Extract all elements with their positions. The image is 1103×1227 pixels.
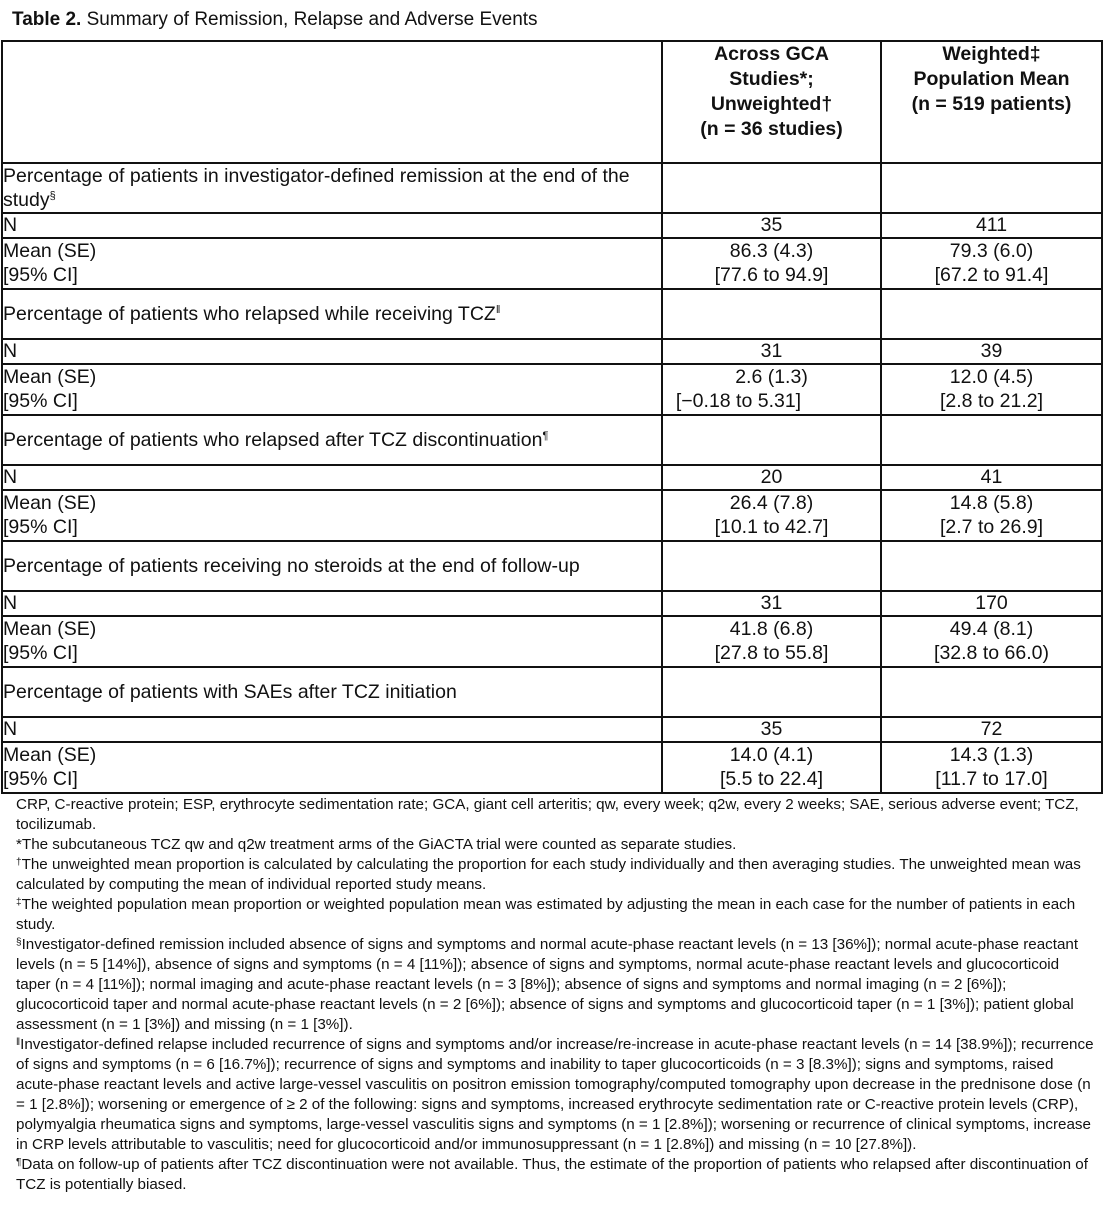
table-row [2,490,1102,541]
row-label-n: N [2,213,662,238]
section-row-relapse-on-tcz [2,289,1102,339]
row-label-mean-ci: Mean (SE) [95% CI] [2,238,662,289]
row-label-mean-ci: Mean (SE) [95% CI] [2,616,662,667]
unweighted-n: 35 [662,717,881,742]
footnote-mark: ¶ [542,430,549,442]
footnote-pilcrow: ¶Data on follow-up of patients after TCZ discontinuation were not available. Thus, the estimate of the proportion of patients who relapsed after discontinuation of TCZ is potentially biased. [16,1156,1088,1193]
row-label-mean-ci: Mean (SE) [95% CI] [2,490,662,541]
section-title: Percentage of patients who relapsed after TCZ discontinuation¶ [2,415,662,465]
footnote-parallel: ‖Investigator-defined relapse included recurrence of signs and symptoms and/or increase/re-increase in acute-phase reactant levels (n = 14 [38.9%]); recurrence of signs and symptoms (n = 6 [16.7%]); recurrence of signs and symptoms and inability to taper glucocorticoids (n = 3 [8.3%]); signs and symptoms, raised acute-phase reactant levels and active large-vessel vasculitis on positron emission tomography/computed tomography upon decrease in the prednisone dose (n = 1 [2.8%]); worsening or emergence of ≥ 2 of the following: signs and symptoms, increased erythrocyte sedimentation rate or C-reactive protein levels (CRP), polymyalgia rheumatica signs and symptoms, large-vessel vasculitis signs and symptoms (n = 1 [2.8%]); worsening or recurrence of clinical symptoms, increase in CRP levels attributable to vasculitis; need for glucocorticoid and/or immunosuppressant (n = 1 [2.8%]) and missing (n = 10 [27.8%]). [16,1036,1094,1153]
empty-cell [881,415,1102,465]
header-line: Population Mean [913,68,1070,90]
unweighted-n: 31 [662,339,881,364]
empty-cell [881,289,1102,339]
weighted-n: 39 [881,339,1102,364]
table-row [2,465,1102,490]
unweighted-mean-ci: 86.3 (4.3) [77.6 to 94.9] [662,238,881,289]
unweighted-mean-ci: 41.8 (6.8) [27.8 to 55.8] [662,616,881,667]
table-label: Table 2. [12,9,82,30]
empty-cell [881,163,1102,213]
unweighted-n: 35 [662,213,881,238]
footnote-abbreviations: CRP, C-reactive protein; ESP, erythrocyte sedimentation rate; GCA, giant cell arteritis; qw, every week; q2w, every 2 weeks; SAE, serious adverse event; TCZ, tocilizumab. [16,796,1079,833]
footnote-section: §Investigator-defined remission included absence of signs and symptoms and normal acute-phase reactant levels (n = 13 [36%]); normal acute-phase reactant levels (n = 5 [14%]), absence of signs and symptoms (n = 4 [11%]); absence of signs and symptoms, normal acute-phase reactant levels and glucocorticoid taper (n = 4 [11%]); normal imaging and acute-phase reactant levels (n = 3 [8%]); absence of signs and symptoms and normal imaging (n = 2 [6%]); glucocorticoid taper and normal acute-phase reactant levels (n = 2 [6%]); absence of signs and symptoms and glucocorticoid taper (n = 1 [3%]); patient global assessment (n = 1 [3%]) and missing (n = 1 [3%]). [16,936,1079,1033]
weighted-n: 411 [881,213,1102,238]
unweighted-n: 20 [662,465,881,490]
section-row-remission [2,163,1102,213]
table-row [2,742,1102,793]
row-label-mean-ci: Mean (SE) [95% CI] [2,364,662,415]
header-line: (n = 519 patients) [911,93,1072,115]
table-footnotes [16,795,1096,1195]
weighted-n: 170 [881,591,1102,616]
table-row [2,238,1102,289]
empty-cell [881,667,1102,717]
section-title: Percentage of patients receiving no steroids at the end of follow-up [2,541,662,591]
section-row-no-steroids [2,541,1102,591]
table-row [2,213,1102,238]
weighted-n: 41 [881,465,1102,490]
empty-cell [662,163,881,213]
table-caption [12,8,538,32]
section-title: Percentage of patients with SAEs after TCZ initiation [2,667,662,717]
row-label-n: N [2,465,662,490]
weighted-mean-ci: 14.8 (5.8) [2.7 to 26.9] [881,490,1102,541]
unweighted-mean-ci: 2.6 (1.3) [−0.18 to 5.31] [662,364,881,415]
footnote-dagger: †The unweighted mean proportion is calculated by calculating the proportion for each study individually and then averaging studies. The unweighted mean was calculated by computing the mean of individual reported study means. [16,856,1081,893]
row-label-n: N [2,717,662,742]
section-row-saes [2,667,1102,717]
header-line: Unweighted† [710,93,833,115]
header-unweighted [662,41,881,163]
footnote-mark: § [49,190,56,202]
header-line: Weighted‡ [942,43,1041,65]
section-row-relapse-after-discontinuation [2,415,1102,465]
header-line: Across GCA [714,43,829,65]
table-title: Summary of Remission, Relapse and Adverse Events [81,9,538,30]
row-label-mean-ci: Mean (SE) [95% CI] [2,742,662,793]
row-label-n: N [2,339,662,364]
weighted-mean-ci: 79.3 (6.0) [67.2 to 91.4] [881,238,1102,289]
section-title: Percentage of patients who relapsed while receiving TCZ‖ [2,289,662,339]
header-weighted [881,41,1102,163]
empty-cell [662,667,881,717]
row-label-n: N [2,591,662,616]
weighted-n: 72 [881,717,1102,742]
unweighted-n: 31 [662,591,881,616]
empty-cell [662,289,881,339]
table-row [2,717,1102,742]
header-row [2,41,1102,163]
empty-cell [662,415,881,465]
empty-cell [881,541,1102,591]
empty-cell [662,541,881,591]
weighted-mean-ci: 14.3 (1.3) [11.7 to 17.0] [881,742,1102,793]
table-row [2,339,1102,364]
unweighted-mean-ci: 14.0 (4.1) [5.5 to 22.4] [662,742,881,793]
table-row [2,364,1102,415]
footnote-asterisk: *The subcutaneous TCZ qw and q2w treatment arms of the GiACTA trial were counted as separate studies. [16,836,737,853]
footnote-mark: ‖ [495,304,501,316]
weighted-mean-ci: 49.4 (8.1) [32.8 to 66.0) [881,616,1102,667]
summary-table [1,40,1103,794]
header-line: Studies*; [729,68,814,90]
weighted-mean-ci: 12.0 (4.5) [2.8 to 21.2] [881,364,1102,415]
footnote-double-dagger: ‡The weighted population mean proportion or weighted population mean was estimated by adjusting the mean in each case for the number of patients in each study. [16,896,1076,933]
table-row [2,616,1102,667]
header-empty-cell [2,41,662,163]
section-title: Percentage of patients in investigator-defined remission at the end of the study§ [2,163,662,213]
header-line: (n = 36 studies) [700,118,843,140]
table-row [2,591,1102,616]
unweighted-mean-ci: 26.4 (7.8) [10.1 to 42.7] [662,490,881,541]
